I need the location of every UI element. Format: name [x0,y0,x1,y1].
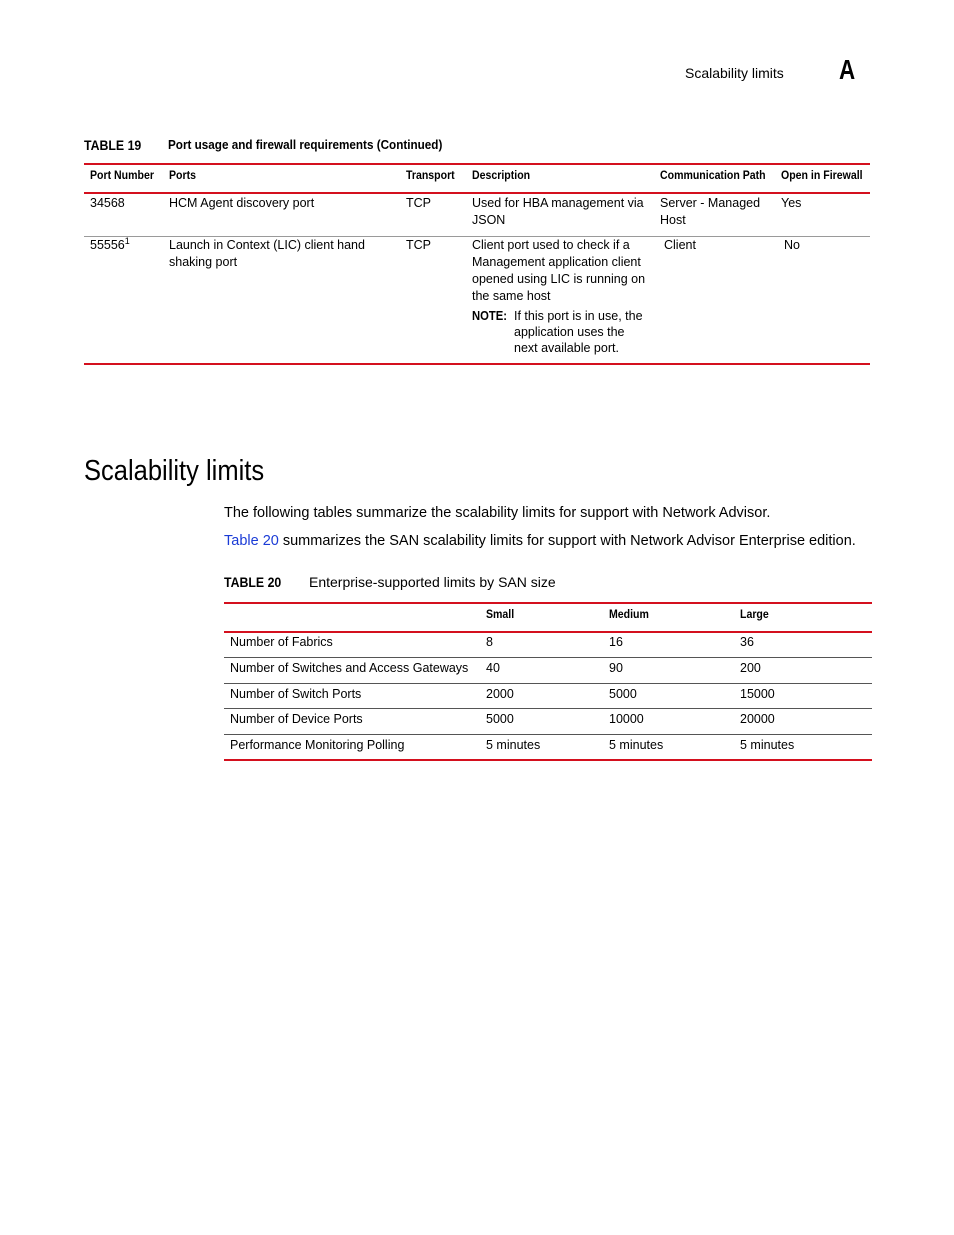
open-in-firewall-cell: No [784,238,800,252]
table20-header-small: Small [486,607,515,621]
metric-cell: Number of Fabrics [230,635,333,649]
table20-row-divider [224,657,872,658]
transport-cell: TCP [406,196,431,210]
note-label: NOTE: [472,309,508,323]
small-cell: 2000 [486,687,514,701]
ports-cell: HCM Agent discovery port [169,196,315,210]
small-cell: 5 minutes [486,738,541,752]
note-line: application uses the [514,325,625,339]
table19-title: Port usage and firewall requirements (Continued) [168,137,443,152]
metric-cell: Number of Switches and Access Gateways [230,661,469,675]
running-head: Scalability limits [685,65,784,81]
table20-header-large: Large [740,607,769,621]
table19-header-communication-path: Communication Path [660,168,766,182]
table19-bottom-rule [84,363,870,365]
table20-row-divider [224,734,872,735]
table19-header-open-in-firewall: Open in Firewall [781,168,863,182]
note-text [514,308,643,356]
table20-top-rule [224,602,872,604]
communication-path-cell [660,195,760,229]
medium-cell: 5000 [609,687,637,701]
table20-title: Enterprise-supported limits by SAN size [309,574,556,590]
open-in-firewall-cell: Yes [781,196,802,210]
description-cell [472,195,644,229]
section-title: Scalability limits [84,455,265,487]
large-cell: 200 [740,661,761,675]
medium-cell: 10000 [609,712,644,726]
small-cell: 8 [486,635,493,649]
table20-row-divider [224,708,872,709]
table19-header-port-number: Port Number [90,168,154,182]
description-cell [472,237,645,305]
port-number-cell: 34568 [90,196,125,210]
table20-header-medium: Medium [609,607,649,621]
description-line: opened using LIC is running on [472,272,646,286]
table20-link[interactable]: Table 20 [224,533,279,549]
table19-label: TABLE 19 [84,137,142,153]
metric-cell: Performance Monitoring Polling [230,738,405,752]
table20-label: TABLE 20 [224,574,282,590]
footnote-marker: 1 [124,235,130,246]
ports-line: Launch in Context (LIC) client hand [169,238,365,252]
description-line: Management application client [472,255,641,269]
medium-cell: 90 [609,661,623,675]
intro-paragraph: The following tables summarize the scalability limits for support with Network Advisor. [224,505,771,521]
ports-cell [169,237,365,271]
table19-header-ports: Ports [169,168,197,182]
metric-cell: Number of Device Ports [230,712,363,726]
description-line: Used for HBA management via [472,196,644,210]
transport-cell: TCP [406,238,431,252]
table20-reference-paragraph [224,533,856,549]
table20-row-divider [224,683,872,684]
large-cell: 5 minutes [740,738,795,752]
small-cell: 5000 [486,712,514,726]
note-line: next available port. [514,341,619,355]
description-line: JSON [472,213,506,227]
metric-cell: Number of Switch Ports [230,687,362,701]
reference-text: summarizes the SAN scalability limits for support with Network Advisor Enterprise edition. [278,533,856,549]
path-line: Server - Managed [660,196,761,210]
table19-header-rule [84,192,870,194]
medium-cell: 5 minutes [609,738,664,752]
large-cell: 20000 [740,712,775,726]
path-line: Host [660,213,686,227]
ports-line: shaking port [169,255,238,269]
medium-cell: 16 [609,635,623,649]
port-number-value: 55556 [90,238,125,252]
small-cell: 40 [486,661,500,675]
large-cell: 36 [740,635,754,649]
appendix-letter: A [839,54,856,85]
table19-top-rule [84,163,870,165]
port-number-cell [90,237,130,254]
communication-path-cell: Client [664,238,696,252]
table19-header-description: Description [472,168,531,182]
table20-bottom-rule [224,759,872,761]
table20-header-rule [224,631,872,633]
description-line: the same host [472,289,551,303]
note-line: If this port is in use, the [514,309,643,323]
table19-header-transport: Transport [406,168,455,182]
large-cell: 15000 [740,687,775,701]
description-line: Client port used to check if a [472,238,630,252]
